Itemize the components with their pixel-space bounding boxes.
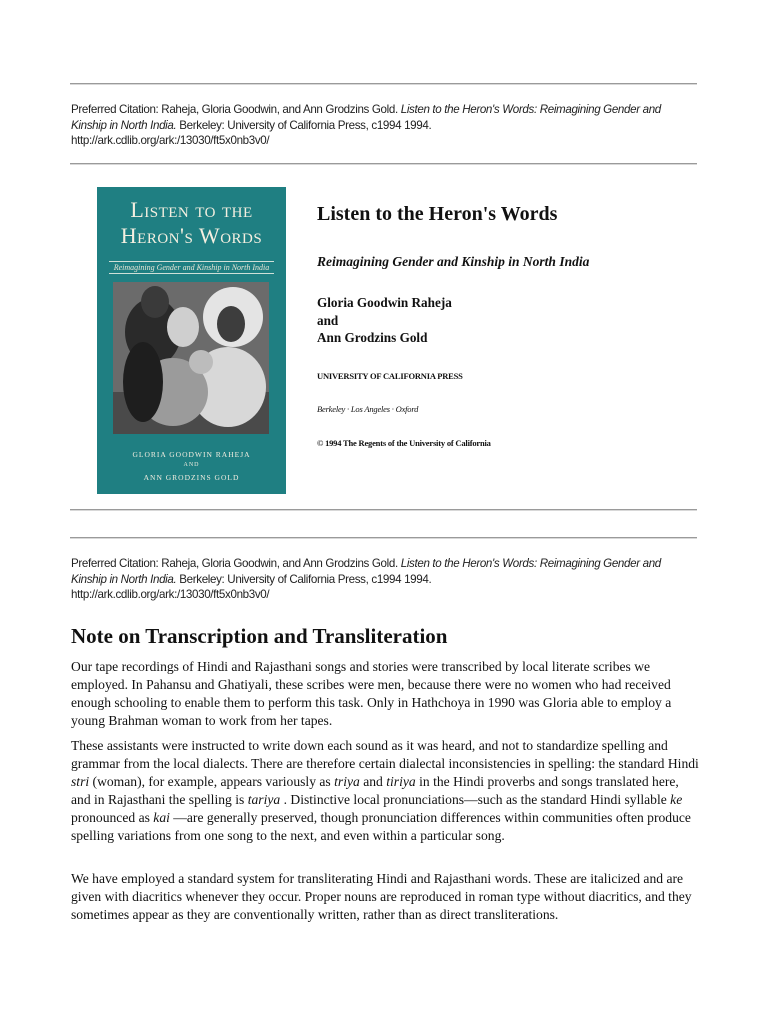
book-subtitle: Reimagining Gender and Kinship in North India: [317, 254, 590, 269]
press-cities: Berkeley · Los Angeles · Oxford: [317, 404, 419, 414]
p2-e: . Distinctive local pronunciations—such as the standard Hindi syllable: [280, 792, 671, 807]
citation-publisher-2: Berkeley: University of California Press, c1994 1994.: [179, 572, 432, 586]
rule-2: [70, 163, 697, 165]
p2-d: in the Hindi proverbs and songs translated here, and in Rajasthani the spelling is: [71, 774, 679, 807]
citation-url-2[interactable]: http://ark.cdlib.org/ark:/13030/ft5x0nb3v0/: [71, 588, 270, 601]
author2: Ann Grodzins Gold: [317, 330, 428, 345]
press-name: UNIVERSITY OF CALIFORNIA PRESS: [317, 371, 463, 381]
author1: Gloria Goodwin Raheja: [317, 295, 452, 310]
p2-triya: triya: [334, 774, 360, 789]
citation-book-link-2[interactable]: Listen to the Heron's Words: Reimagining Gender and Kinship in North India.: [71, 557, 661, 586]
author-and: and: [317, 312, 339, 328]
p2-stri: stri: [71, 774, 90, 789]
cover-title-line1: Listen to the: [130, 197, 253, 222]
cover-photo-illustration: [113, 282, 269, 434]
citation-url[interactable]: http://ark.cdlib.org/ark:/13030/ft5x0nb3v0/: [71, 134, 270, 147]
top-rule: [70, 83, 697, 85]
authors: [317, 294, 452, 347]
rule-3: [70, 509, 697, 511]
book-cover: [97, 187, 286, 494]
p2-c: and: [359, 774, 387, 789]
p2-tariya: tariya: [247, 792, 281, 807]
p2-b: (woman), for example, appears variously as: [89, 774, 335, 789]
cover-and: AND: [183, 462, 200, 468]
citation-prefix: Preferred Citation: Raheja, Gloria Goodwin, and Ann Grodzins Gold.: [71, 103, 398, 116]
p2-a: These assistants were instructed to write down each sound as it was heard, and not to standardize spelling and grammar from the local dialects. There are therefore certain dialectal inconsistencies in spelling: the standard Hindi: [71, 738, 699, 771]
paragraph-3: We have employed a standard system for transliterating Hindi and Rajasthani words. These are italicized and are given with diacritics whenever they occur. Proper nouns are reproduced in roman type without diacritics, and they sometimes appear as they are conventionally written, rather than as direct transliterations.: [71, 871, 692, 922]
paragraph-1: Our tape recordings of Hindi and Rajasthani songs and stories were transcribed by local literate scribes we employed. In Pahansu and Ghatiyali, these scribes were men, because there were no women who had received enough schooling to enable them to perform this task. Only in Hathchoya in 1990 was Gloria able to employ a young Brahman woman to work from her tapes.: [71, 659, 672, 728]
rule-4: [70, 537, 697, 539]
cover-subtitle: Reimagining Gender and Kinship in North India: [109, 261, 274, 274]
cover-title: [97, 197, 286, 249]
p2-tiriya: tiriya: [386, 774, 416, 789]
p2-f: pronounced as: [71, 810, 154, 825]
cover-title-line2: Heron's Words: [120, 223, 263, 248]
paragraph-2: [71, 737, 701, 845]
p2-kai: kai: [153, 810, 170, 825]
note-heading: Note on Transcription and Transliteration: [71, 624, 448, 648]
p2-ke: ke: [670, 792, 683, 807]
citation-top: [71, 102, 697, 149]
book-title: Listen to the Heron's Words: [317, 203, 558, 225]
p2-g: —are generally preserved, though pronunciation differences within communities often produce spelling variations from one song to the next, and even within a particular song.: [71, 810, 691, 843]
citation-bottom: [71, 556, 697, 603]
cover-author2: ANN GRODZINS GOLD: [143, 473, 240, 482]
citation-book-link[interactable]: Listen to the Heron's Words: Reimagining Gender and Kinship in North India.: [71, 103, 661, 132]
copyright: © 1994 The Regents of the University of California: [317, 438, 491, 448]
citation-prefix-2: Preferred Citation: Raheja, Gloria Goodwin, and Ann Grodzins Gold.: [71, 557, 398, 570]
citation-publisher: Berkeley: University of California Press, c1994 1994.: [179, 118, 432, 132]
cover-author1: GLORIA GOODWIN RAHEJA: [132, 450, 251, 459]
